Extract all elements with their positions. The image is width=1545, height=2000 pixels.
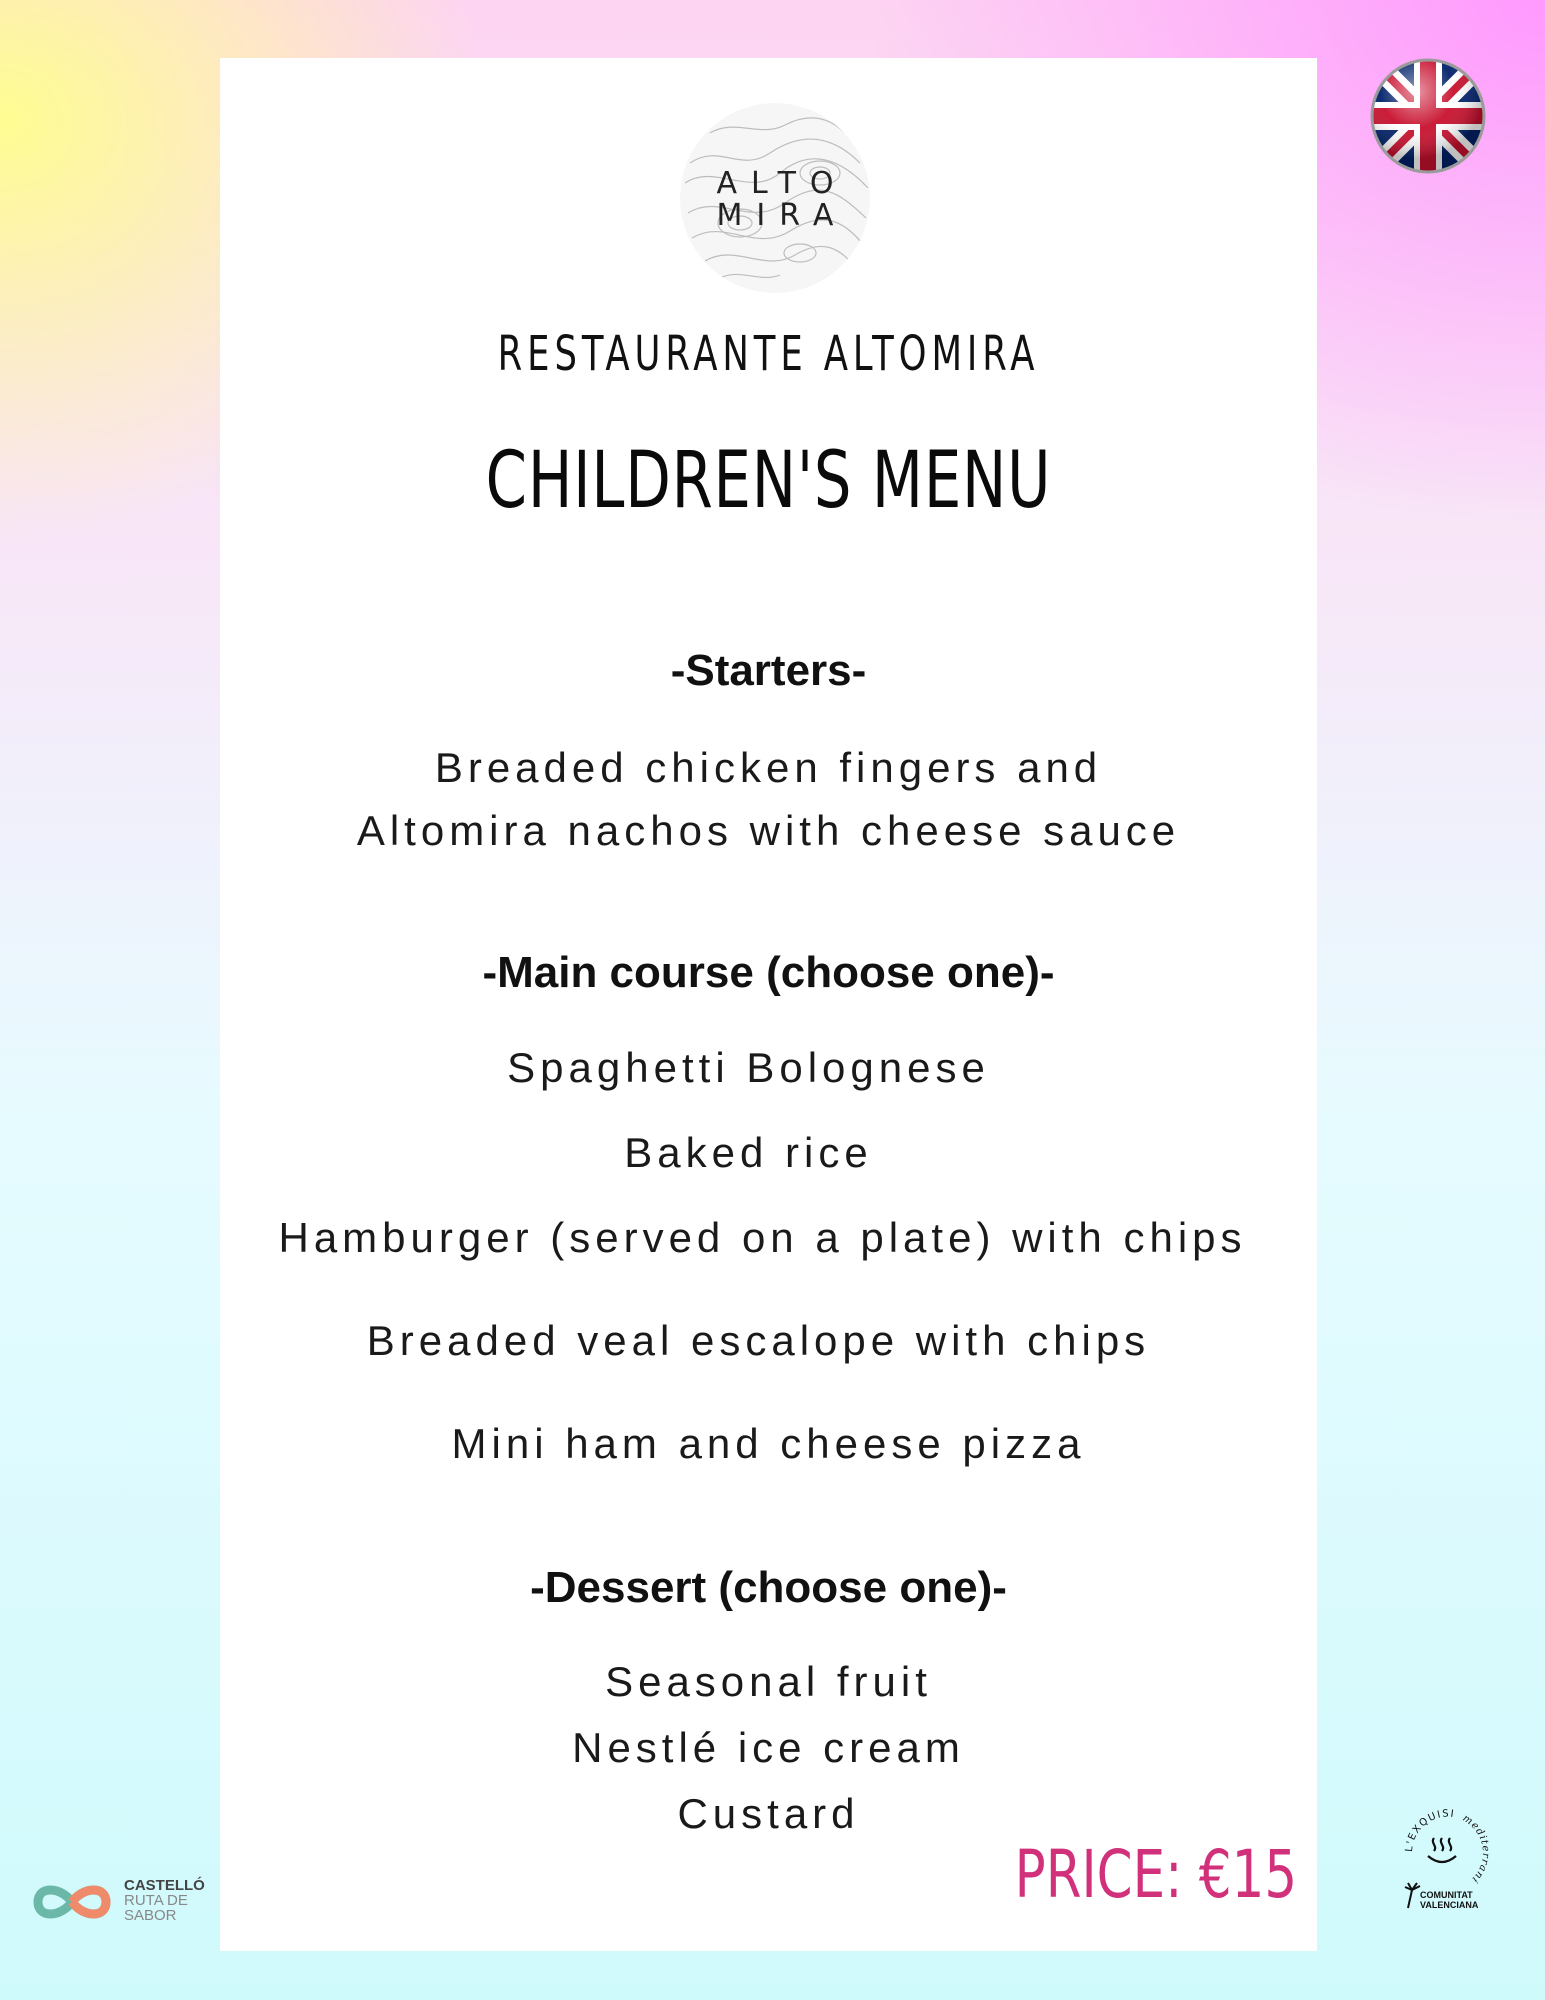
uk-flag-icon [1370, 58, 1486, 174]
menu-title: CHILDREN'S MENU [485, 436, 1052, 526]
infinity-logo-icon [30, 1876, 114, 1926]
castello-line3: SABOR [124, 1907, 177, 1924]
main-course-item: Mini ham and cheese pizza [451, 1420, 1086, 1467]
palm-icon [1405, 1883, 1420, 1908]
svg-text:L'EXQUISIT [1398, 1804, 1456, 1852]
castello-line2: RUTA DE [124, 1892, 188, 1909]
menu-card [220, 58, 1317, 1951]
main-course-item: Spaghetti Bolognese [507, 1044, 990, 1091]
exquisit-line2: VALENCIANA [1420, 1900, 1479, 1910]
svg-text:mediterrani [1460, 1813, 1491, 1885]
castello-text [124, 1878, 205, 1923]
altomira-logo [680, 103, 870, 293]
steam-bowl-icon [1428, 1838, 1456, 1862]
dessert-heading: -Dessert (choose one)- [530, 1563, 1007, 1612]
exquisit-ring-top: L'EXQUISI [1403, 1808, 1456, 1853]
logo-text-line2: MIRA [716, 198, 848, 233]
dessert-item: Seasonal fruit [605, 1658, 932, 1705]
logo-text-line1: ALTO [716, 166, 848, 201]
main-course-heading: -Main course (choose one)- [482, 948, 1055, 997]
exquisit-ring-side: mediterrani [1460, 1812, 1492, 1886]
starter-item: Altomira nachos with cheese sauce [356, 807, 1181, 854]
restaurant-name: RESTAURANTE ALTOMIRA [497, 326, 1040, 382]
dessert-item: Nestlé ice cream [572, 1724, 965, 1771]
main-course-item: Breaded veal escalope with chips [366, 1317, 1151, 1364]
starter-item: Breaded chicken fingers and [434, 744, 1103, 791]
exquisit-line1: COMUNITAT [1420, 1890, 1473, 1900]
castello-line1: CASTELLÓ [124, 1877, 205, 1894]
price-label: PRICE: €15 [1014, 1836, 1297, 1913]
main-course-item: Baked rice [624, 1129, 873, 1176]
main-course-item: Hamburger (served on a plate) with chips [278, 1214, 1247, 1261]
castello-ruta-de-sabor-logo [30, 1876, 220, 1926]
exquisit-mediterrani-logo [1398, 1804, 1498, 1914]
dessert-item: Custard [677, 1790, 860, 1837]
starters-heading: -Starters- [670, 646, 867, 695]
